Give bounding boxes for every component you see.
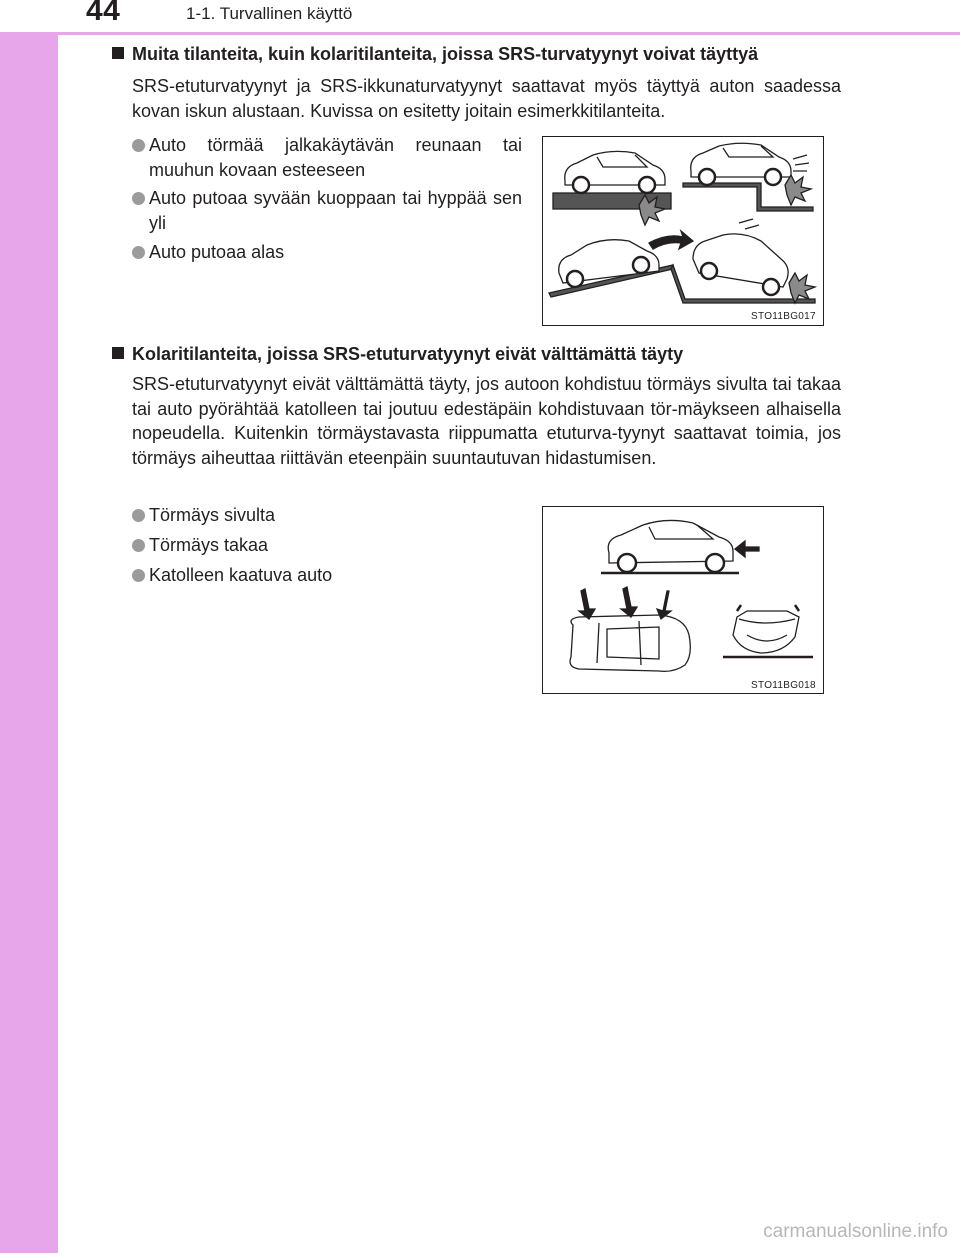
figure-ground-impacts	[542, 136, 824, 326]
page-number: 44	[86, 0, 121, 27]
bullet-item	[132, 503, 432, 528]
section2-heading	[112, 344, 683, 365]
ground-impact-illustration	[543, 137, 823, 325]
section1-paragraph: SRS-etuturvatyynyt ja SRS-ikkunaturvatyynyt saattavat myös täyttyä auton saadessa kovan iskun alustaan. Kuvissa on esitetty joitain esimerkkitilanteita.	[132, 76, 841, 121]
bullet-dot-icon	[132, 139, 145, 152]
bullet-item	[132, 533, 432, 558]
figure-code: STO11BG018	[751, 680, 816, 691]
bullet-text: Törmäys sivulta	[149, 505, 276, 525]
bullet-dot-icon	[132, 569, 145, 582]
bullet-item	[132, 240, 522, 265]
figure-code: STO11BG017	[751, 311, 816, 322]
bullet-text: Auto putoaa alas	[149, 242, 285, 262]
bullet-text: Katolleen kaatuva auto	[149, 565, 333, 585]
section-title: 1-1. Turvallinen käyttö	[186, 4, 353, 23]
chapter-sidebar	[0, 0, 58, 1253]
section1-heading-text: Muita tilanteita, kuin kolaritilanteita, joissa SRS-turvatyynyt voivat täyttyä	[132, 44, 759, 64]
heading-square-icon	[112, 347, 124, 359]
header-band	[0, 0, 960, 32]
bullet-item	[132, 186, 522, 236]
collision-types-illustration	[543, 507, 823, 693]
bullet-text: Auto törmää jalkakäytävän reunaan tai muuhun kovaan esteeseen	[149, 135, 522, 180]
bullet-text: Auto putoaa syvään kuoppaan tai hyppää sen yli	[149, 188, 522, 233]
bullet-dot-icon	[132, 539, 145, 552]
section2-paragraph: SRS-etuturvatyynyt eivät välttämättä täyty, jos autoon kohdistuu törmäys sivulta tai takaa tai auto pyörähtää katolleen tai joutuu edestäpäin kohdistuvaan tör-mäykseen alhaisella nopeudella. Kuitenkin törmäystavasta riippumatta etuturva-tyynyt saattavat toimia, jos törmäys aiheuttaa riittävän eteenpäin suuntautuvan hidastumisen.	[132, 374, 841, 468]
section2-heading-text: Kolaritilanteita, joissa SRS-etuturvatyynyt eivät välttämättä täyty	[132, 344, 684, 364]
bullet-dot-icon	[132, 192, 145, 205]
heading-square-icon	[112, 47, 124, 59]
bullet-dot-icon	[132, 509, 145, 522]
bullet-dot-icon	[132, 246, 145, 259]
header-rule	[0, 32, 960, 35]
bullet-item	[132, 133, 522, 183]
watermark: carmanualsonline.info	[763, 1221, 948, 1242]
bullet-text: Törmäys takaa	[149, 535, 269, 555]
bullet-item	[132, 563, 432, 588]
section1-heading	[112, 44, 758, 65]
figure-non-deploy-collisions	[542, 506, 824, 694]
